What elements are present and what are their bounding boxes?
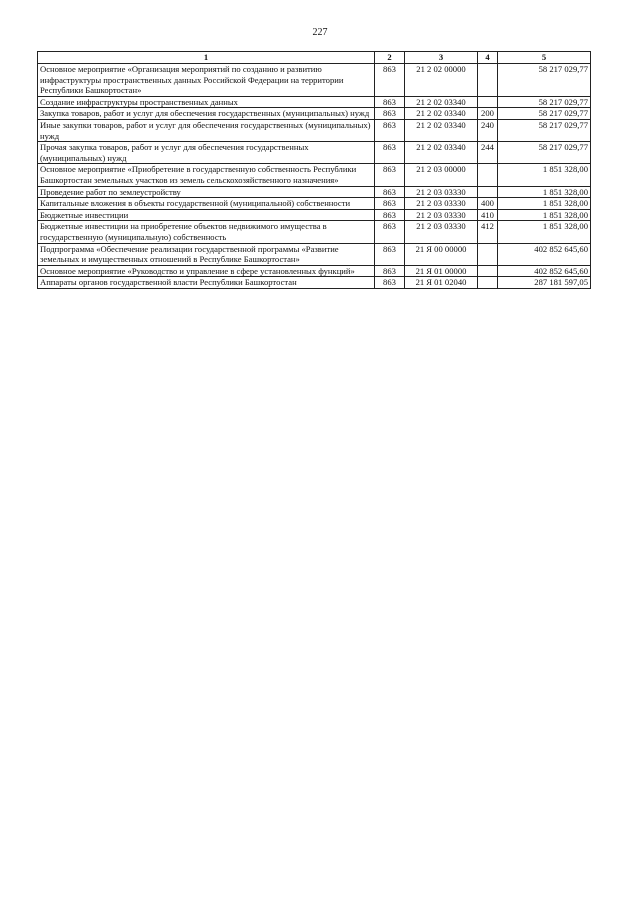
table-row	[38, 108, 591, 120]
row-csr-cell: 21 2 02 03340	[405, 96, 478, 108]
row-ved-cell: 863	[375, 108, 405, 120]
column-header: 3	[405, 52, 478, 64]
table-header-row	[38, 52, 591, 64]
row-vr-cell	[478, 243, 498, 265]
row-vr-cell	[478, 265, 498, 277]
row-csr-cell: 21 2 02 00000	[405, 64, 478, 97]
row-vr-cell	[478, 64, 498, 97]
row-name-cell: Основное мероприятие «Приобретение в государственную собственность Республики Башкортостан земельных участков из земель сельскохозяйственного назначения»	[38, 164, 375, 186]
table-row	[38, 186, 591, 198]
row-vr-cell: 240	[478, 119, 498, 141]
table-row	[38, 265, 591, 277]
row-name-cell: Капитальные вложения в объекты государственной (муниципальной) собственности	[38, 198, 375, 210]
row-name-cell: Закупка товаров, работ и услуг для обеспечения государственных (муниципальных) нужд	[38, 108, 375, 120]
row-sum-cell: 402 852 645,60	[498, 265, 591, 277]
row-csr-cell: 21 2 03 00000	[405, 164, 478, 186]
row-vr-cell: 412	[478, 221, 498, 243]
row-ved-cell: 863	[375, 119, 405, 141]
row-sum-cell: 58 217 029,77	[498, 64, 591, 97]
row-vr-cell: 200	[478, 108, 498, 120]
row-csr-cell: 21 2 03 03330	[405, 186, 478, 198]
row-name-cell: Основное мероприятие «Организация мероприятий по созданию и развитию инфраструктуры пространственных данных Российской Федерации на территории Республики Башкортостан»	[38, 64, 375, 97]
row-vr-cell: 400	[478, 198, 498, 210]
row-sum-cell: 287 181 597,05	[498, 277, 591, 289]
row-sum-cell: 58 217 029,77	[498, 119, 591, 141]
row-name-cell: Бюджетные инвестиции на приобретение объектов недвижимого имущества в государственную (муниципальную) собственность	[38, 221, 375, 243]
table-row	[38, 142, 591, 164]
row-name-cell: Основное мероприятие «Руководство и управление в сфере установленных функций»	[38, 265, 375, 277]
row-ved-cell: 863	[375, 142, 405, 164]
row-vr-cell	[478, 164, 498, 186]
row-name-cell: Подпрограмма «Обеспечение реализации государственной программы «Развитие земельных и имущественных отношений в Республике Башкортостан»	[38, 243, 375, 265]
table-row	[38, 221, 591, 243]
row-ved-cell: 863	[375, 198, 405, 210]
row-sum-cell: 1 851 328,00	[498, 221, 591, 243]
row-csr-cell: 21 2 03 03330	[405, 221, 478, 243]
column-header: 1	[38, 52, 375, 64]
page-number: 227	[312, 27, 328, 38]
row-sum-cell: 58 217 029,77	[498, 142, 591, 164]
row-csr-cell: 21 2 02 03340	[405, 142, 478, 164]
row-vr-cell	[478, 186, 498, 198]
table-row	[38, 198, 591, 210]
budget-table	[37, 51, 591, 289]
row-vr-cell: 244	[478, 142, 498, 164]
row-ved-cell: 863	[375, 265, 405, 277]
table-row	[38, 96, 591, 108]
row-name-cell: Бюджетные инвестиции	[38, 209, 375, 221]
row-csr-cell: 21 Я 01 00000	[405, 265, 478, 277]
row-sum-cell: 402 852 645,60	[498, 243, 591, 265]
column-header: 4	[478, 52, 498, 64]
row-ved-cell: 863	[375, 209, 405, 221]
table-row	[38, 64, 591, 97]
row-name-cell: Аппараты органов государственной власти Республики Башкортостан	[38, 277, 375, 289]
row-name-cell: Прочая закупка товаров, работ и услуг для обеспечения государственных (муниципальных) нужд	[38, 142, 375, 164]
row-csr-cell: 21 Я 01 02040	[405, 277, 478, 289]
row-sum-cell: 1 851 328,00	[498, 198, 591, 210]
row-vr-cell: 410	[478, 209, 498, 221]
row-csr-cell: 21 2 02 03340	[405, 108, 478, 120]
row-sum-cell: 1 851 328,00	[498, 209, 591, 221]
row-vr-cell	[478, 96, 498, 108]
table-row	[38, 209, 591, 221]
row-ved-cell: 863	[375, 164, 405, 186]
row-csr-cell: 21 2 03 03330	[405, 209, 478, 221]
row-ved-cell: 863	[375, 96, 405, 108]
row-vr-cell	[478, 277, 498, 289]
row-csr-cell: 21 Я 00 00000	[405, 243, 478, 265]
row-ved-cell: 863	[375, 186, 405, 198]
row-sum-cell: 58 217 029,77	[498, 96, 591, 108]
row-sum-cell: 58 217 029,77	[498, 108, 591, 120]
table-row	[38, 119, 591, 141]
row-csr-cell: 21 2 02 03340	[405, 119, 478, 141]
row-csr-cell: 21 2 03 03330	[405, 198, 478, 210]
row-sum-cell: 1 851 328,00	[498, 164, 591, 186]
table-row	[38, 277, 591, 289]
row-name-cell: Создание инфраструктуры пространственных данных	[38, 96, 375, 108]
table-row	[38, 243, 591, 265]
row-ved-cell: 863	[375, 221, 405, 243]
row-name-cell: Иные закупки товаров, работ и услуг для обеспечения государственных (муниципальных) нужд	[38, 119, 375, 141]
row-sum-cell: 1 851 328,00	[498, 186, 591, 198]
row-name-cell: Проведение работ по землеустройству	[38, 186, 375, 198]
column-header: 2	[375, 52, 405, 64]
row-ved-cell: 863	[375, 64, 405, 97]
row-ved-cell: 863	[375, 277, 405, 289]
table-row	[38, 164, 591, 186]
row-ved-cell: 863	[375, 243, 405, 265]
column-header: 5	[498, 52, 591, 64]
